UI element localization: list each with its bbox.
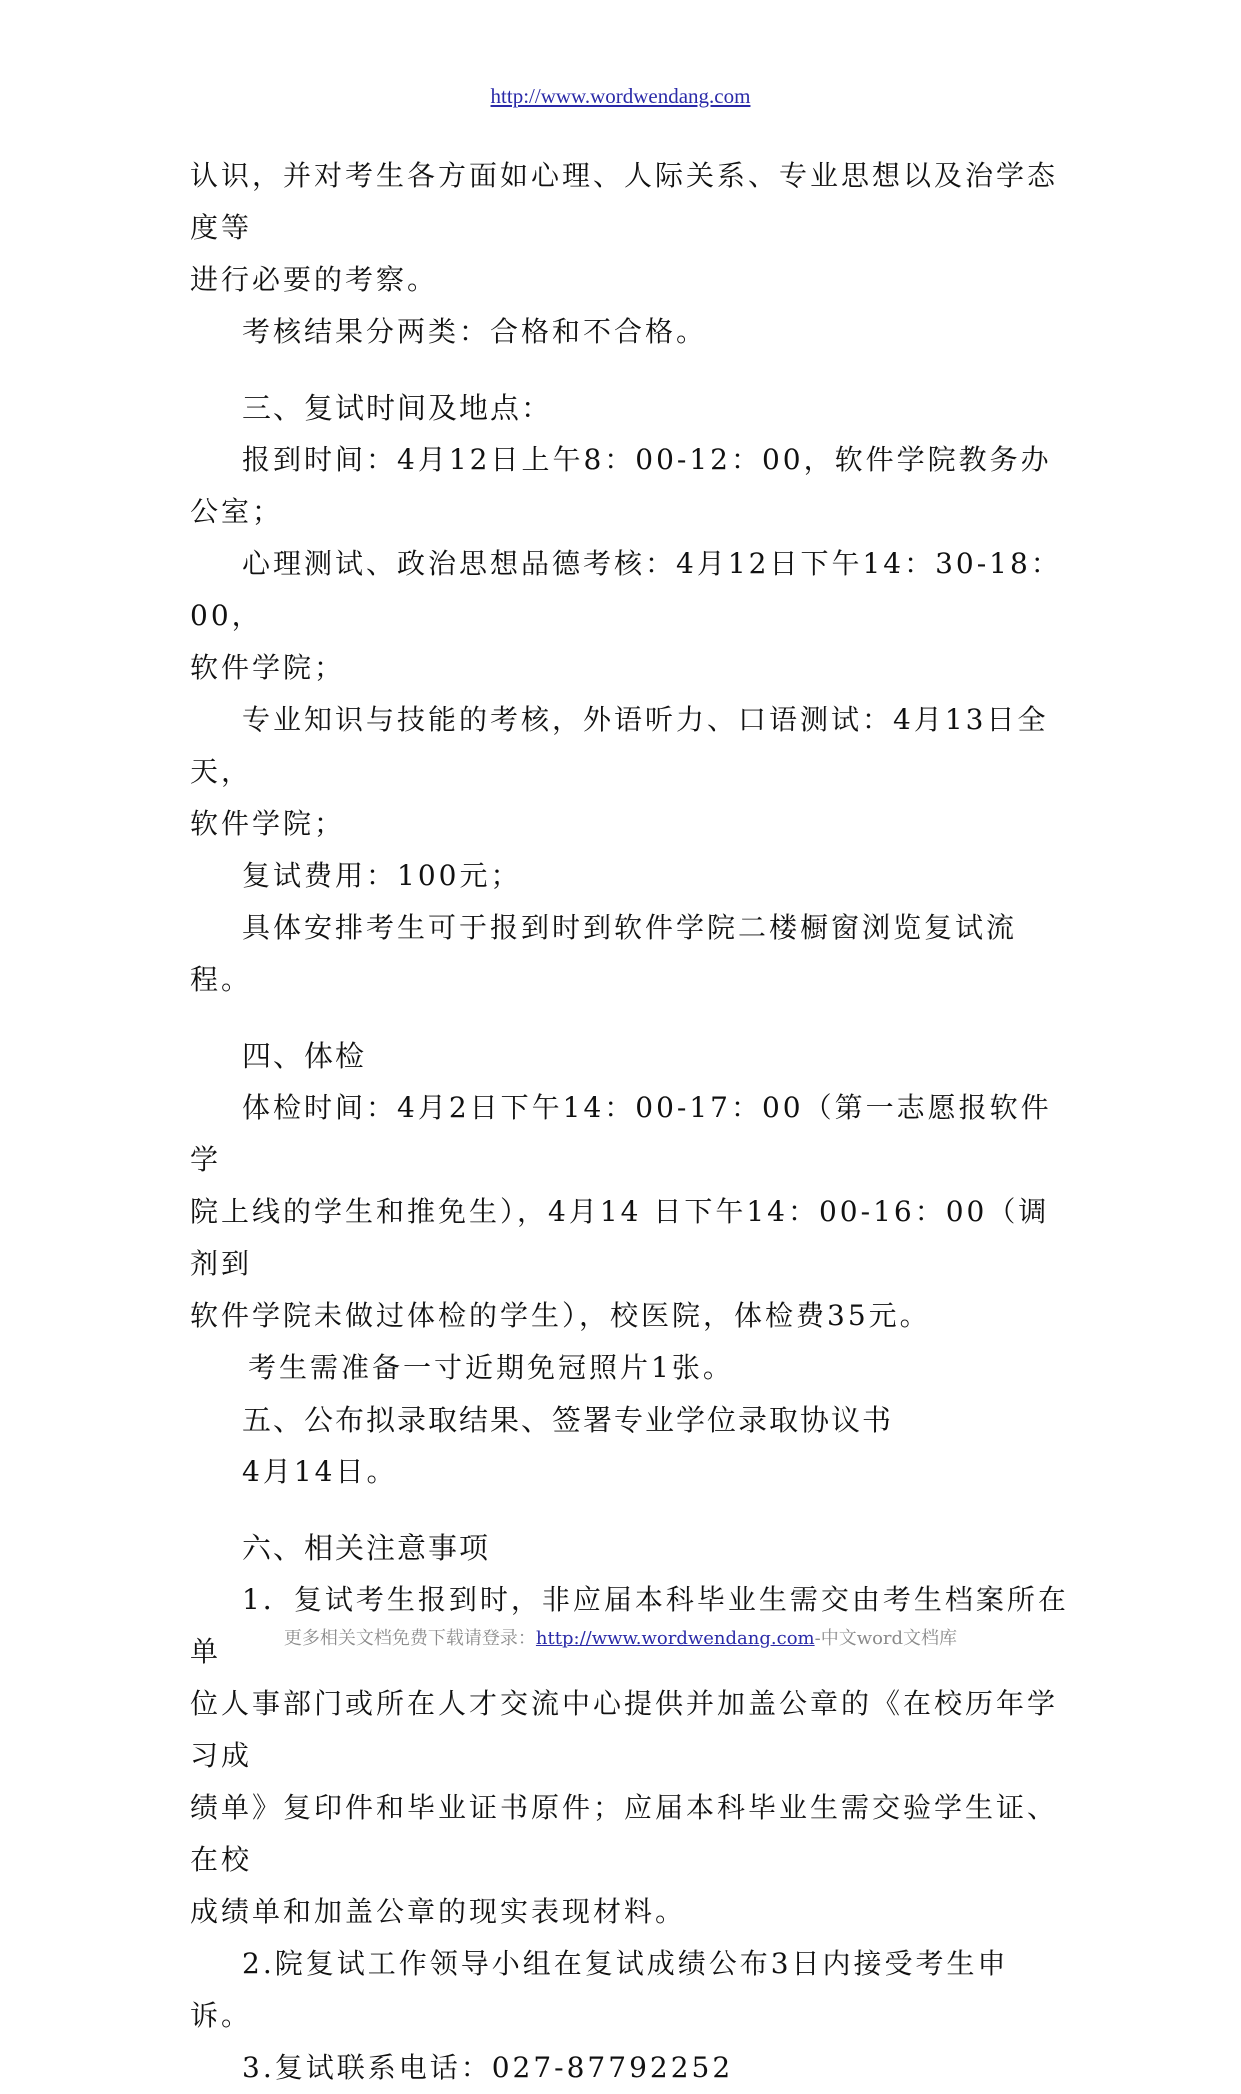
paragraph-checkin-time: 报到时间：4月12日上午8：00-12：00，软件学院教务办公室； bbox=[190, 443, 1052, 528]
paragraph-result: 考核结果分两类：合格和不合格。 bbox=[242, 315, 708, 348]
section-heading-3: 三、复试时间及地点： bbox=[242, 391, 553, 425]
footer-suffix: -中文word文档库 bbox=[814, 1628, 958, 1649]
header-url-link[interactable]: http://www.wordwendang.com bbox=[490, 84, 751, 108]
paragraph-exam-time-line-1: 体检时间：4月2日下午14：00-17：00（第一志愿报软件学 bbox=[190, 1091, 1052, 1176]
paragraph-note-1-line-1: 1．复试考生报到时，非应届本科毕业生需交由考生档案所在单 bbox=[190, 1583, 1069, 1668]
paragraph-psych-test-line-1: 心理测试、政治思想品德考核：4月12日下午14：30-18：00， bbox=[190, 547, 1062, 632]
section-heading-5: 五、公布拟录取结果、签署专业学位录取协议书 bbox=[242, 1403, 894, 1437]
paragraph-psych-test-line-2: 软件学院； bbox=[190, 651, 346, 684]
paragraph-photo: 考生需准备一寸近期免冠照片1张。 bbox=[248, 1351, 734, 1384]
footer-prefix: 更多相关文档免费下载请登录： bbox=[283, 1628, 536, 1649]
footer bbox=[0, 1624, 1241, 1650]
paragraph-note-1-line-2: 位人事部门或所在人才交流中心提供并加盖公章的《在校历年学习成 bbox=[190, 1687, 1059, 1772]
section-heading-6: 六、相关注意事项 bbox=[242, 1531, 491, 1565]
paragraph-intro-line-1: 认识，并对考生各方面如心理、人际关系、专业思想以及治学态度等 bbox=[190, 159, 1059, 244]
paragraph-note-3: 3.复试联系电话：027-87792252 bbox=[242, 2051, 734, 2084]
paragraph-exam-time-line-2: 院上线的学生和推免生），4月14 日下午14：00-16：00（调剂到 bbox=[190, 1195, 1050, 1280]
paragraph-exam-time-line-3: 软件学院未做过体检的学生），校医院，体检费35元。 bbox=[190, 1299, 931, 1332]
paragraph-skills-test-line-2: 软件学院； bbox=[190, 807, 346, 840]
paragraph-schedule: 具体安排考生可于报到时到软件学院二楼橱窗浏览复试流程。 bbox=[190, 911, 1018, 996]
paragraph-skills-test-line-1: 专业知识与技能的考核，外语听力、口语测试：4月13日全天， bbox=[190, 703, 1049, 788]
paragraph-note-1-line-4: 成绩单和加盖公章的现实表现材料。 bbox=[190, 1895, 687, 1928]
paragraph-note-2: 2.院复试工作领导小组在复试成绩公布3日内接受考生申诉。 bbox=[190, 1947, 1009, 2032]
footer-url-link[interactable]: http://www.wordwendang.com bbox=[535, 1628, 815, 1649]
paragraph-result-date: 4月14日。 bbox=[242, 1455, 398, 1488]
paragraph-fee: 复试费用：100元； bbox=[242, 859, 522, 892]
section-heading-4: 四、体检 bbox=[242, 1039, 367, 1073]
paragraph-intro-line-2: 进行必要的考察。 bbox=[190, 263, 439, 296]
document-body bbox=[190, 150, 1070, 2094]
paragraph-note-1-line-3: 绩单》复印件和毕业证书原件；应届本科毕业生需交验学生证、在校 bbox=[190, 1791, 1059, 1876]
